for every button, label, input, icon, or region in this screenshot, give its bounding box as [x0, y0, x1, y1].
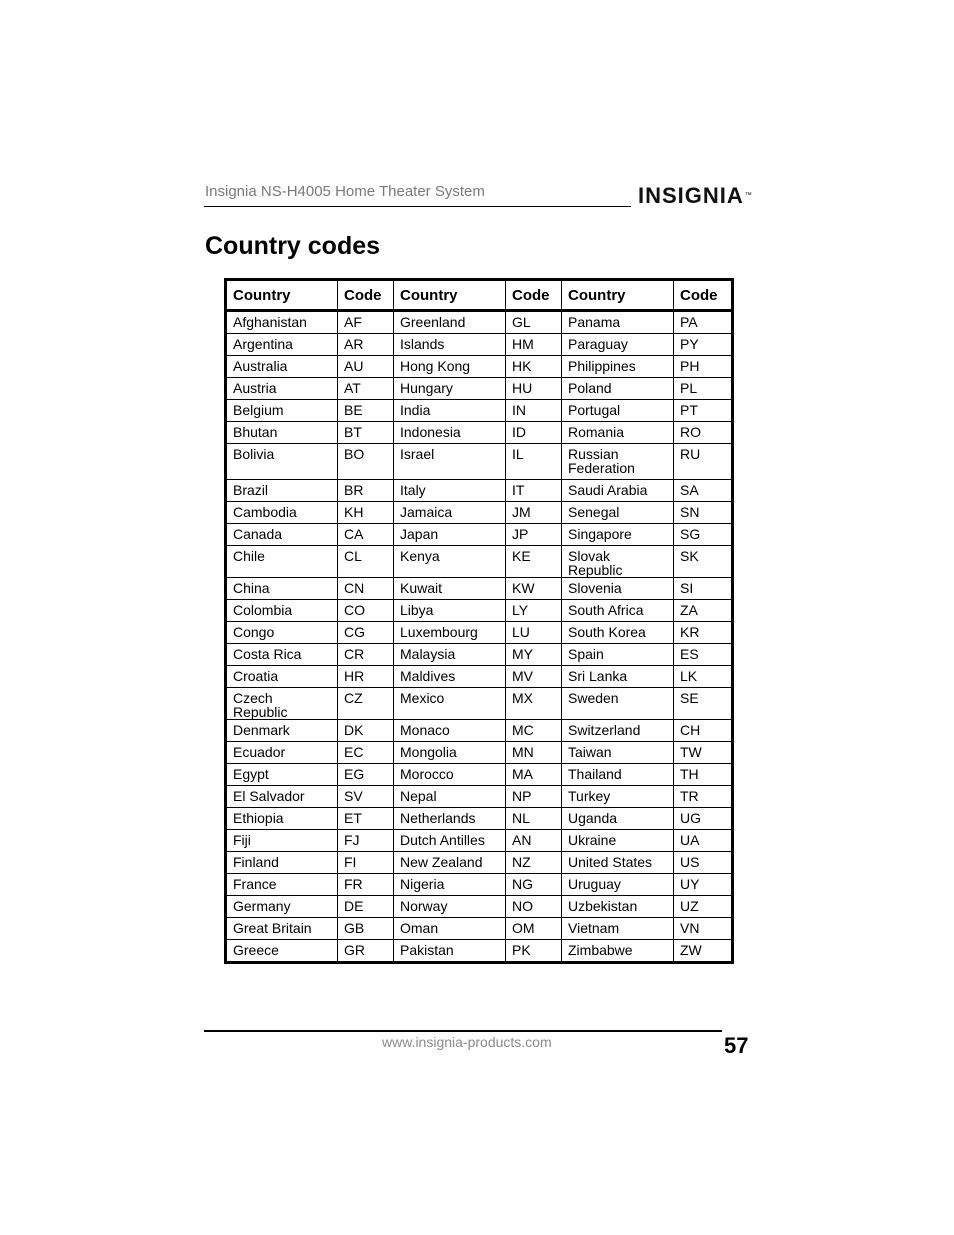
column-header-country-2: Country: [394, 280, 506, 311]
country-cell: Sweden: [562, 688, 674, 720]
table-row: [226, 546, 733, 578]
country-cell: Argentina: [226, 334, 338, 356]
country-cell: Panama: [562, 311, 674, 334]
code-cell: PT: [674, 400, 733, 422]
code-cell: UA: [674, 830, 733, 852]
column-header-code-3: Code: [674, 280, 733, 311]
country-cell: Japan: [394, 524, 506, 546]
country-cell: Uruguay: [562, 874, 674, 896]
country-cell: Belgium: [226, 400, 338, 422]
country-cell: Congo: [226, 622, 338, 644]
country-cell: Finland: [226, 852, 338, 874]
country-cell: Greece: [226, 940, 338, 963]
code-cell: GL: [506, 311, 562, 334]
country-cell: Spain: [562, 644, 674, 666]
code-cell: MA: [506, 764, 562, 786]
country-cell: Sri Lanka: [562, 666, 674, 688]
code-cell: RO: [674, 422, 733, 444]
table-row: [226, 786, 733, 808]
country-cell: Mexico: [394, 688, 506, 720]
country-cell: El Salvador: [226, 786, 338, 808]
table-row: [226, 400, 733, 422]
country-cell: Norway: [394, 896, 506, 918]
logo-trademark: ™: [744, 192, 752, 199]
country-cell: Maldives: [394, 666, 506, 688]
country-cell: South Africa: [562, 600, 674, 622]
country-cell: Slovak Republic: [562, 546, 674, 578]
country-cell: Saudi Arabia: [562, 480, 674, 502]
code-cell: SV: [338, 786, 394, 808]
table-row: [226, 622, 733, 644]
country-cell: Hong Kong: [394, 356, 506, 378]
code-cell: CH: [674, 720, 733, 742]
country-cell: India: [394, 400, 506, 422]
table-row: [226, 334, 733, 356]
country-cell: Jamaica: [394, 502, 506, 524]
country-cell: New Zealand: [394, 852, 506, 874]
code-cell: NP: [506, 786, 562, 808]
column-header-code-1: Code: [338, 280, 394, 311]
country-cell: Bhutan: [226, 422, 338, 444]
country-cell: Kuwait: [394, 578, 506, 600]
code-cell: SN: [674, 502, 733, 524]
code-cell: KH: [338, 502, 394, 524]
code-cell: BE: [338, 400, 394, 422]
footer-rule: [204, 1030, 722, 1032]
code-cell: JM: [506, 502, 562, 524]
country-cell: Costa Rica: [226, 644, 338, 666]
code-cell: HU: [506, 378, 562, 400]
code-cell: TW: [674, 742, 733, 764]
code-cell: KW: [506, 578, 562, 600]
code-cell: CR: [338, 644, 394, 666]
country-cell: Thailand: [562, 764, 674, 786]
header-rule: [204, 206, 631, 207]
table-row: [226, 830, 733, 852]
logo-wordmark: INSIGNIA: [638, 183, 744, 208]
country-cell: Canada: [226, 524, 338, 546]
country-cell: Afghanistan: [226, 311, 338, 334]
country-cell: Brazil: [226, 480, 338, 502]
country-cell: Luxembourg: [394, 622, 506, 644]
country-cell: Austria: [226, 378, 338, 400]
column-header-code-2: Code: [506, 280, 562, 311]
country-cell: Taiwan: [562, 742, 674, 764]
country-cell: Oman: [394, 918, 506, 940]
page-number: 57: [724, 1033, 749, 1058]
country-cell: Romania: [562, 422, 674, 444]
table-row: [226, 311, 733, 334]
country-cell: Nigeria: [394, 874, 506, 896]
code-cell: NZ: [506, 852, 562, 874]
code-cell: HR: [338, 666, 394, 688]
column-header-country-3: Country: [562, 280, 674, 311]
code-cell: UY: [674, 874, 733, 896]
table-row: [226, 422, 733, 444]
column-header-country-1: Country: [226, 280, 338, 311]
country-cell: South Korea: [562, 622, 674, 644]
country-cell: Pakistan: [394, 940, 506, 963]
country-cell: Ukraine: [562, 830, 674, 852]
country-cell: Bolivia: [226, 444, 338, 480]
country-cell: Dutch Antilles: [394, 830, 506, 852]
code-cell: LY: [506, 600, 562, 622]
table-row: [226, 874, 733, 896]
code-cell: AF: [338, 311, 394, 334]
code-cell: UZ: [674, 896, 733, 918]
country-cell: Paraguay: [562, 334, 674, 356]
code-cell: ET: [338, 808, 394, 830]
code-cell: CO: [338, 600, 394, 622]
table-header-row: [226, 280, 733, 311]
table-row: [226, 764, 733, 786]
country-cell: Italy: [394, 480, 506, 502]
code-cell: HK: [506, 356, 562, 378]
code-cell: DE: [338, 896, 394, 918]
table-row: [226, 578, 733, 600]
country-cell: Monaco: [394, 720, 506, 742]
code-cell: PK: [506, 940, 562, 963]
country-cell: Australia: [226, 356, 338, 378]
code-cell: BR: [338, 480, 394, 502]
country-cell: Senegal: [562, 502, 674, 524]
code-cell: PA: [674, 311, 733, 334]
country-cell: Morocco: [394, 764, 506, 786]
table-body: [226, 311, 733, 963]
country-cell: Cambodia: [226, 502, 338, 524]
country-cell: Libya: [394, 600, 506, 622]
table-row: [226, 720, 733, 742]
country-cell: Slovenia: [562, 578, 674, 600]
country-cell: Indonesia: [394, 422, 506, 444]
table-row: [226, 378, 733, 400]
country-cell: Zimbabwe: [562, 940, 674, 963]
code-cell: LU: [506, 622, 562, 644]
table-row: [226, 524, 733, 546]
country-cell: China: [226, 578, 338, 600]
table-row: [226, 742, 733, 764]
country-cell: Germany: [226, 896, 338, 918]
country-cell: Malaysia: [394, 644, 506, 666]
code-cell: PY: [674, 334, 733, 356]
country-cell: France: [226, 874, 338, 896]
code-cell: LK: [674, 666, 733, 688]
code-cell: KR: [674, 622, 733, 644]
code-cell: SK: [674, 546, 733, 578]
code-cell: UG: [674, 808, 733, 830]
country-cell: Colombia: [226, 600, 338, 622]
code-cell: CG: [338, 622, 394, 644]
code-cell: JP: [506, 524, 562, 546]
code-cell: CN: [338, 578, 394, 600]
code-cell: AT: [338, 378, 394, 400]
country-cell: Ethiopia: [226, 808, 338, 830]
code-cell: AU: [338, 356, 394, 378]
country-cell: Egypt: [226, 764, 338, 786]
code-cell: FR: [338, 874, 394, 896]
code-cell: TR: [674, 786, 733, 808]
table-row: [226, 480, 733, 502]
code-cell: ES: [674, 644, 733, 666]
code-cell: FJ: [338, 830, 394, 852]
code-cell: HM: [506, 334, 562, 356]
country-cell: Nepal: [394, 786, 506, 808]
country-cell: Russian Federation: [562, 444, 674, 480]
country-cell: Philippines: [562, 356, 674, 378]
table-row: [226, 356, 733, 378]
code-cell: CZ: [338, 688, 394, 720]
table-row: [226, 688, 733, 720]
code-cell: EG: [338, 764, 394, 786]
country-cell: Israel: [394, 444, 506, 480]
country-cell: Switzerland: [562, 720, 674, 742]
code-cell: SE: [674, 688, 733, 720]
country-cell: Singapore: [562, 524, 674, 546]
country-cell: Fiji: [226, 830, 338, 852]
country-cell: Uzbekistan: [562, 896, 674, 918]
table-row: [226, 502, 733, 524]
code-cell: IT: [506, 480, 562, 502]
country-cell: Netherlands: [394, 808, 506, 830]
code-cell: RU: [674, 444, 733, 480]
table-row: [226, 808, 733, 830]
code-cell: IN: [506, 400, 562, 422]
code-cell: NL: [506, 808, 562, 830]
code-cell: NG: [506, 874, 562, 896]
code-cell: NO: [506, 896, 562, 918]
table-row: [226, 666, 733, 688]
table-row: [226, 600, 733, 622]
country-cell: Great Britain: [226, 918, 338, 940]
page-title: Country codes: [205, 232, 381, 260]
code-cell: CA: [338, 524, 394, 546]
country-cell: Mongolia: [394, 742, 506, 764]
country-cell: Hungary: [394, 378, 506, 400]
table-row: [226, 852, 733, 874]
table-row: [226, 896, 733, 918]
country-cell: Kenya: [394, 546, 506, 578]
footer-url: www.insignia-products.com: [382, 1034, 552, 1050]
code-cell: AN: [506, 830, 562, 852]
running-header: Insignia NS-H4005 Home Theater System: [205, 183, 485, 200]
code-cell: SA: [674, 480, 733, 502]
code-cell: BO: [338, 444, 394, 480]
country-cell: Croatia: [226, 666, 338, 688]
code-cell: MY: [506, 644, 562, 666]
code-cell: SI: [674, 578, 733, 600]
code-cell: ZW: [674, 940, 733, 963]
code-cell: CL: [338, 546, 394, 578]
code-cell: PH: [674, 356, 733, 378]
code-cell: VN: [674, 918, 733, 940]
table-row: [226, 644, 733, 666]
country-cell: Greenland: [394, 311, 506, 334]
country-cell: Denmark: [226, 720, 338, 742]
code-cell: TH: [674, 764, 733, 786]
code-cell: ZA: [674, 600, 733, 622]
country-cell: Chile: [226, 546, 338, 578]
country-cell: Islands: [394, 334, 506, 356]
code-cell: PL: [674, 378, 733, 400]
country-cell: Vietnam: [562, 918, 674, 940]
table-row: [226, 918, 733, 940]
country-cell: Portugal: [562, 400, 674, 422]
code-cell: MC: [506, 720, 562, 742]
code-cell: OM: [506, 918, 562, 940]
country-cell: Poland: [562, 378, 674, 400]
code-cell: MV: [506, 666, 562, 688]
code-cell: MN: [506, 742, 562, 764]
insignia-logo: [638, 183, 752, 209]
code-cell: GB: [338, 918, 394, 940]
country-cell: Turkey: [562, 786, 674, 808]
code-cell: SG: [674, 524, 733, 546]
country-cell: Ecuador: [226, 742, 338, 764]
code-cell: GR: [338, 940, 394, 963]
country-cell: Uganda: [562, 808, 674, 830]
code-cell: KE: [506, 546, 562, 578]
code-cell: MX: [506, 688, 562, 720]
code-cell: US: [674, 852, 733, 874]
code-cell: EC: [338, 742, 394, 764]
table-row: [226, 444, 733, 480]
country-cell: United States: [562, 852, 674, 874]
table-row: [226, 940, 733, 963]
code-cell: ID: [506, 422, 562, 444]
code-cell: AR: [338, 334, 394, 356]
country-codes-table: [224, 278, 734, 964]
code-cell: IL: [506, 444, 562, 480]
code-cell: FI: [338, 852, 394, 874]
code-cell: DK: [338, 720, 394, 742]
code-cell: BT: [338, 422, 394, 444]
country-cell: Czech Republic: [226, 688, 338, 720]
